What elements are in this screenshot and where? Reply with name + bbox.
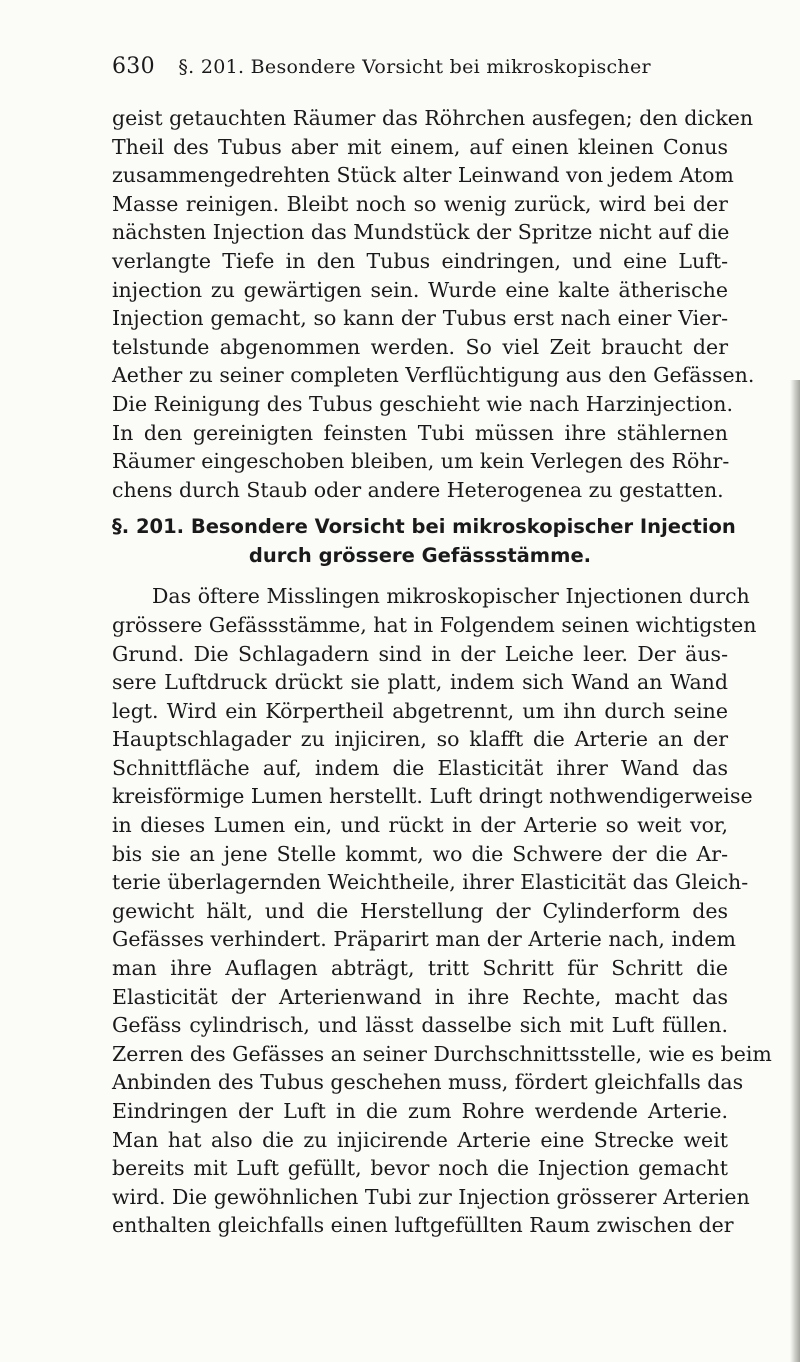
text-line: telstunde abgenommen werden. So viel Zeit braucht der [112, 334, 728, 359]
text-line: geist getauchten Räumer das Röhrchen ausfegen; den dicken [112, 106, 754, 130]
running-header [112, 54, 712, 79]
section-heading-line: §. 201. Besondere Vorsicht bei mikroskopischer Injection [112, 515, 736, 539]
page-number: 630 [112, 54, 155, 79]
text-line: man ihre Auflagen abträgt, tritt Schritt für Schritt die [112, 956, 728, 981]
text-line: Man hat also die zu injicirende Arterie eine Strecke weit [112, 1127, 728, 1152]
text-line: Das öftere Misslingen mikroskopischer Injectionen durch [152, 584, 750, 609]
text-line: terie überlagernden Weichtheile, ihrer Elasticität das Gleich- [112, 870, 749, 895]
text-line: Gefäss cylindrisch, und lässt dasselbe sich mit Luft füllen. [112, 1013, 728, 1038]
paragraph-section-201 [112, 582, 772, 1240]
text-line: gewicht hält, und die Herstellung der Cylinderform des [112, 898, 728, 923]
text-line: Aether zu seiner completen Verflüchtigung aus den Gefässen. [112, 363, 755, 388]
text-line: Anbinden des Tubus geschehen muss, fördert gleichfalls das [112, 1070, 744, 1095]
text-line: In den gereinigten feinsten Tubi müssen ihre stählernen [112, 420, 728, 445]
text-line: chens durch Staub oder andere Heterogenea zu gestatten. [112, 477, 724, 502]
text-line: enthalten gleichfalls einen luftgefüllten Raum zwischen der [112, 1213, 734, 1238]
text-line: Elasticität der Arterienwand in ihre Rechte, macht das [112, 984, 728, 1009]
text-line: verlangte Tiefe in den Tubus eindringen, und eine Luft- [112, 248, 728, 273]
paragraph-continued [112, 104, 755, 504]
text-line: injection zu gewärtigen sein. Wurde eine kalte ätherische [112, 277, 728, 302]
text-line: Räumer eingeschoben bleiben, um kein Verlegen des Röhr- [112, 449, 730, 474]
text-line: legt. Wird ein Körpertheil abgetrennt, um ihn durch seine [112, 698, 728, 723]
running-header-title: §. 201. Besondere Vorsicht bei mikroskopischer [178, 56, 651, 78]
page-body [112, 104, 772, 1240]
text-line: grössere Gefässstämme, hat in Folgendem seinen wichtigsten [112, 612, 757, 637]
text-line: in dieses Lumen ein, und rückt in der Arterie so weit vor, [112, 813, 728, 838]
text-line: bereits mit Luft gefüllt, bevor noch die Injection gemacht [112, 1156, 728, 1181]
text-line: kreisförmige Lumen herstellt. Luft dringt nothwendigerweise [112, 784, 753, 809]
text-line: Schnittfläche auf, indem die Elasticität ihrer Wand das [112, 755, 728, 780]
text-line: Theil des Tubus aber mit einem, auf einen kleinen Conus [112, 134, 728, 159]
text-line: Die Reinigung des Tubus geschieht wie nach Harzinjection. [112, 391, 733, 416]
section-heading [112, 512, 736, 570]
text-line: Gefässes verhindert. Präparirt man der Arterie nach, indem [112, 927, 736, 952]
text-line: wird. Die gewöhnlichen Tubi zur Injection grösserer Arterien [112, 1184, 750, 1209]
text-line: sere Luftdruck drückt sie platt, indem sich Wand an Wand [112, 670, 728, 695]
text-line: Hauptschlagader zu injiciren, so klafft die Arterie an der [112, 727, 728, 752]
text-line: Zerren des Gefässes an seiner Durchschnittsstelle, wie es beim [112, 1041, 772, 1066]
text-line: bis sie an jene Stelle kommt, wo die Schwere der die Ar- [112, 841, 728, 866]
text-line: nächsten Injection das Mundstück der Spritze nicht auf die [112, 220, 730, 245]
text-line: Eindringen der Luft in die zum Rohre werdende Arterie. [112, 1099, 728, 1123]
text-line: Masse reinigen. Bleibt noch so wenig zurück, wird bei der [112, 191, 728, 216]
text-line: Grund. Die Schlagadern sind in der Leiche leer. Der äus- [112, 641, 728, 666]
page-edge-shadow [790, 380, 800, 1362]
section-heading-line: durch grössere Gefässstämme. [248, 544, 592, 568]
text-line: zusammengedrehten Stück alter Leinwand von jedem Atom [112, 163, 734, 188]
text-line: Injection gemacht, so kann der Tubus erst nach einer Vier- [112, 306, 728, 331]
